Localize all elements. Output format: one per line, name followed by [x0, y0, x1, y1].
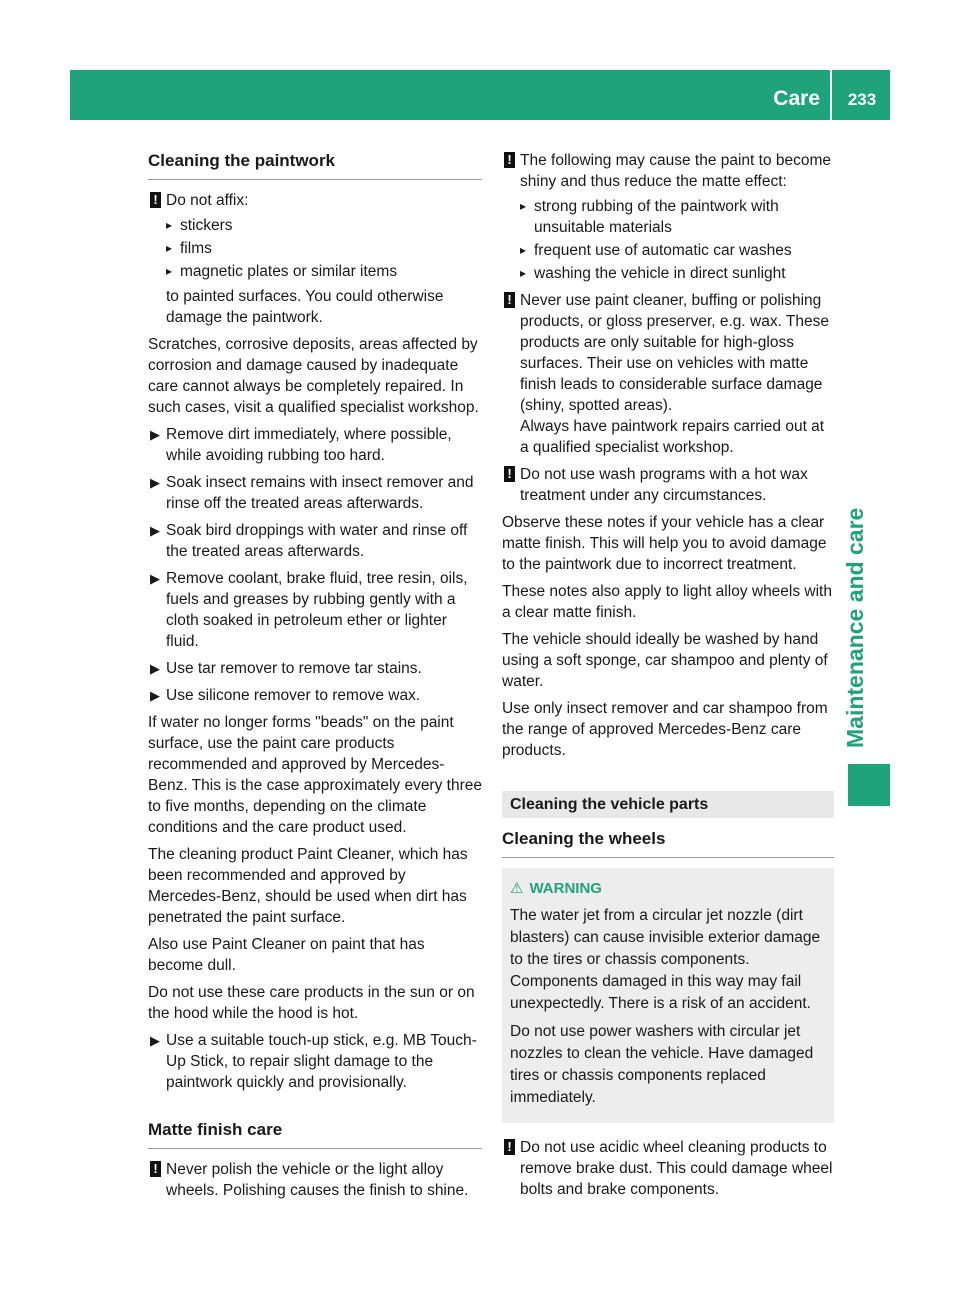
section-title: Care — [773, 87, 820, 110]
step-arrow-icon: ▶ — [150, 427, 160, 442]
step — [148, 424, 482, 466]
step-arrow-icon: ▶ — [150, 523, 160, 538]
warning-box — [502, 868, 834, 1123]
step-arrow-icon: ▶ — [150, 475, 160, 490]
note-no-acidic-cleaner — [502, 1137, 834, 1200]
list-item: ▸ stickers — [166, 215, 482, 236]
step — [148, 658, 482, 679]
note-do-not-affix — [148, 190, 482, 328]
warning-label: WARNING — [529, 880, 602, 897]
step — [148, 472, 482, 514]
step-text: Remove coolant, brake fluid, tree resin, oils, fuels and greases by rubbing gently with a cloth soaked in petroleum ether or lighter fluid. — [166, 570, 468, 650]
note-text: The following may cause the paint to become shiny and thus reduce the matte effect: — [520, 152, 832, 190]
step-text: Soak bird droppings with water and rinse off the treated areas afterwards. — [166, 522, 468, 560]
note-text: Always have paintwork repairs carried out at a qualified specialist workshop. — [520, 418, 825, 456]
heading-cleaning-paintwork: Cleaning the paintwork — [148, 150, 482, 180]
note-no-paint-cleaner — [502, 290, 834, 458]
heading-cleaning-wheels: Cleaning the wheels — [502, 828, 834, 858]
caution-icon: ! — [504, 1139, 515, 1155]
list-item: ▸ strong rubbing of the paintwork with unsuitable materials — [520, 196, 834, 238]
affix-list — [166, 215, 482, 282]
warning-triangle-icon: ⚠ — [510, 880, 524, 897]
note-never-polish — [148, 1159, 482, 1201]
paragraph: Use only insect remover and car shampoo from the range of approved Mercedes-Benz care products. — [502, 700, 828, 759]
page-number: 233 — [847, 90, 877, 109]
note-text: Do not affix: — [166, 192, 249, 209]
step-arrow-icon: ▶ — [150, 688, 160, 703]
paragraph: If water no longer forms "beads" on the paint surface, use the paint care products recommended and approved by Mercedes-Benz. This is the case approximately every three to five months, depending on the climate conditions and the care product used. — [148, 714, 482, 836]
list-item: ▸ washing the vehicle in direct sunlight — [520, 263, 834, 284]
step-text: Remove dirt immediately, where possible, while avoiding rubbing too hard. — [166, 426, 452, 464]
causes-list — [520, 196, 834, 284]
paragraph: Observe these notes if your vehicle has a clear matte finish. This will help you to avoid damage to the paintwork due to incorrect treatment. — [502, 514, 827, 573]
step — [148, 568, 482, 652]
paragraph: The vehicle should ideally be washed by hand using a soft sponge, car shampoo and plenty of water. — [502, 631, 828, 690]
step-arrow-icon: ▶ — [150, 571, 160, 586]
step — [148, 685, 482, 706]
step-text: Use tar remover to remove tar stains. — [166, 660, 422, 677]
step-arrow-icon: ▶ — [150, 661, 160, 676]
header-divider — [830, 70, 832, 120]
caution-icon: ! — [150, 1161, 161, 1177]
step-arrow-icon: ▶ — [150, 1033, 160, 1048]
paragraph: These notes also apply to light alloy wheels with a clear matte finish. — [502, 583, 832, 621]
side-tab-marker — [848, 764, 890, 806]
note-text: Never use paint cleaner, buffing or polishing products, or gloss preserver, e.g. wax. These products are only suitable for high-gloss surfaces. Their use on vehicles with matte finish leads to considerable surface damage (shiny, spotted areas). — [520, 292, 830, 414]
step-text: Use silicone remover to remove wax. — [166, 687, 421, 704]
step — [148, 520, 482, 562]
left-column — [148, 150, 482, 1207]
list-item: ▸ films — [166, 238, 482, 259]
note-no-hot-wax — [502, 464, 834, 506]
note-text: Never polish the vehicle or the light alloy wheels. Polishing causes the finish to shine. — [166, 1161, 469, 1199]
paragraph: Do not use these care products in the sun or on the hood while the hood is hot. — [148, 984, 475, 1022]
warning-title — [510, 878, 826, 899]
warning-text: The water jet from a circular jet nozzle (dirt blasters) can cause invisible exterior damage to the tires or chassis components. Components damaged in this way may fail unexpectedly. There is a risk of an accident. — [510, 907, 821, 1012]
note-text: to painted surfaces. You could otherwise damage the paintwork. — [166, 288, 444, 326]
side-tab-label: Maintenance and care — [842, 507, 868, 748]
list-item: ▸ magnetic plates or similar items — [166, 261, 482, 282]
note-text: Do not use wash programs with a hot wax treatment under any circumstances. — [520, 466, 808, 504]
list-item: ▸ frequent use of automatic car washes — [520, 240, 834, 261]
caution-icon: ! — [150, 192, 161, 208]
caution-icon: ! — [504, 466, 515, 482]
warning-text: Do not use power washers with circular jet nozzles to clean the vehicle. Have damaged tires or chassis components replaced immediately. — [510, 1023, 814, 1106]
caution-icon: ! — [504, 152, 515, 168]
step — [148, 1030, 482, 1093]
header-bar — [70, 70, 890, 120]
right-column — [502, 150, 834, 1206]
paragraph: Also use Paint Cleaner on paint that has become dull. — [148, 936, 425, 974]
caution-icon: ! — [504, 292, 515, 308]
paragraph: Scratches, corrosive deposits, areas affected by corrosion and damage caused by inadequate care cannot always be completely repaired. In such cases, visit a qualified specialist workshop. — [148, 336, 479, 416]
note-shiny-causes — [502, 150, 834, 284]
section-banner: Cleaning the vehicle parts — [502, 791, 834, 818]
note-text: Do not use acidic wheel cleaning products to remove brake dust. This could damage wheel bolts and brake components. — [520, 1139, 833, 1198]
heading-matte-finish-care: Matte finish care — [148, 1119, 482, 1149]
step-text: Use a suitable touch-up stick, e.g. MB Touch-Up Stick, to repair slight damage to the paintwork quickly and provisionally. — [166, 1032, 477, 1091]
step-text: Soak insect remains with insect remover and rinse off the treated areas afterwards. — [166, 474, 474, 512]
paragraph: The cleaning product Paint Cleaner, which has been recommended and approved by Mercedes-Benz, should be used when dirt has penetrated the paint surface. — [148, 846, 468, 926]
